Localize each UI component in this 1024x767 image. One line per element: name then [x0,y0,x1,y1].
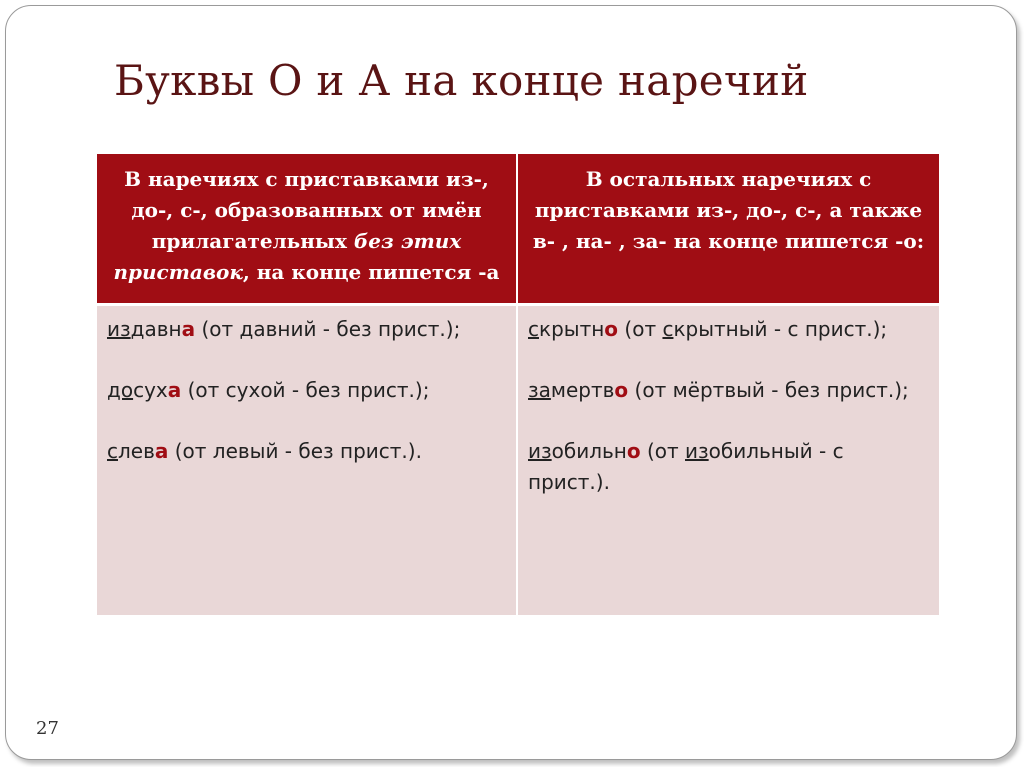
examples-cell-right [517,304,939,615]
note-rest: обильный - с прист.). [528,438,844,494]
example-zamertvo [528,375,929,406]
note-open: (от [181,377,226,402]
note-rest: давний - без прист.); [239,316,461,341]
note-rest: мёртвый - без прист.); [672,377,909,402]
note-open: (от [195,316,240,341]
note-prefix: из [685,438,709,463]
slide-title: Буквы О и А на конце наречий [114,56,809,105]
header-left-text-1: В наречиях с приставками из-, до-, с-, образованных от имён прилагательных [124,167,489,253]
word-ending: а [154,438,169,463]
example-izdavna [107,314,506,345]
table-header-row [97,154,939,304]
word-stem: лев [118,438,155,463]
word-ending: о [604,316,619,341]
slide-frame [5,5,1017,760]
word-prefix: за [528,377,551,402]
header-left-text-2: , на конце пишется -а [242,260,500,284]
example-skrytno [528,314,929,345]
word-prefix: с [107,438,118,463]
note-open: (от [640,438,686,463]
word-ending: о [626,438,641,463]
word-stem: сух [133,377,168,402]
word-stem: мертв [550,377,615,402]
word-stem: крытн [539,316,605,341]
note-rest: левый - без прист.). [212,438,422,463]
note-open: (от [628,377,673,402]
word-ending: о [614,377,629,402]
rules-table [97,154,939,615]
word-prefix: с [528,316,539,341]
word-stem: давн [130,316,182,341]
example-izobilno [528,436,929,498]
example-dosukha [107,375,506,406]
examples-cell-left [97,304,517,615]
example-sleva [107,436,506,467]
header-cell-left [97,154,517,304]
word-ending: а [167,377,182,402]
note-prefix: с [662,316,674,341]
word-prefix: из [528,438,552,463]
word-prefix: из [107,316,131,341]
word-ending: а [181,316,196,341]
note-rest: крытный - с прист.); [673,316,888,341]
note-open: (от [618,316,663,341]
table-row [97,304,939,615]
header-cell-right: В остальных наречиях с приставками из-, до-, с-, а также в- , на- , за- на конце пишется -о: [517,154,939,304]
header-left-italic: без этих приставок [113,229,462,284]
word-stem: обильн [551,438,627,463]
page-number: 27 [36,718,59,739]
note-rest: сухой - без прист.); [225,377,430,402]
word-prefix: до [107,377,134,402]
note-open: (от [168,438,213,463]
